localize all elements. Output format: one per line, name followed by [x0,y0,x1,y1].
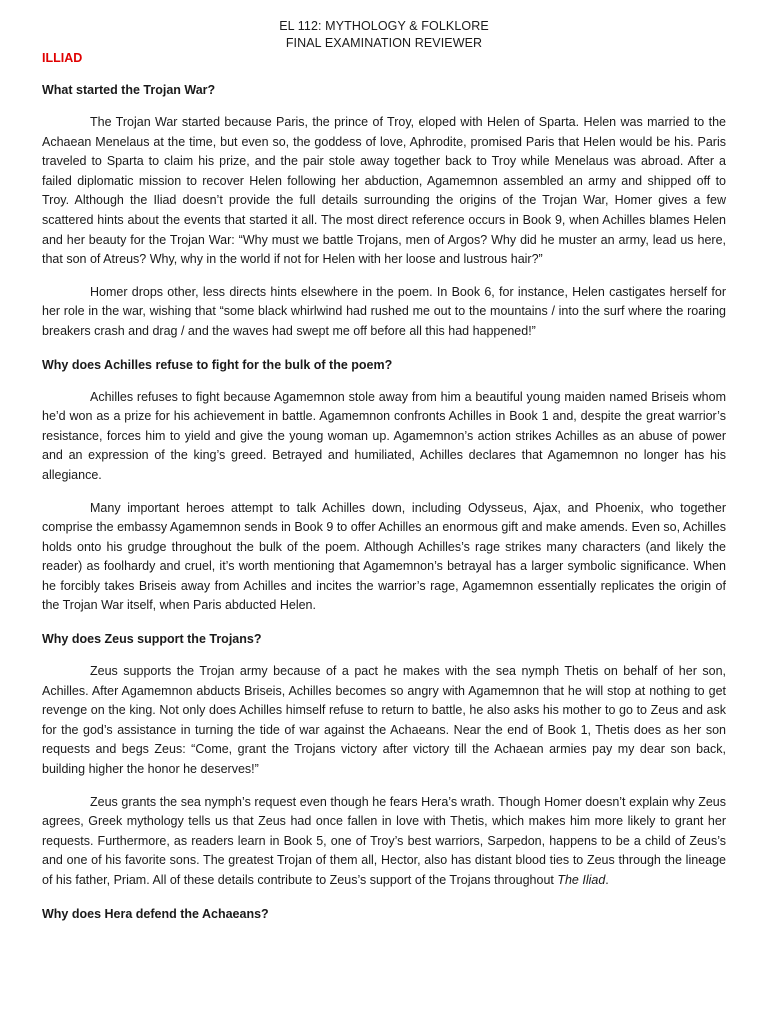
document-header [42,18,726,52]
question-heading: Why does Achilles refuse to fight for the bulk of the poem? [42,357,393,372]
trailing-punctuation: . [605,873,609,887]
answer-paragraph [42,793,726,891]
answer-paragraph: Many important heroes attempt to talk Achilles down, including Odysseus, Ajax, and Phoenix, who together comprise the embassy Agamemnon sends in Book 9 to offer Achilles an enormous gift and make amends. Even so, Achilles holds onto his grudge throughout the bulk of the poem. Although Achilles’s rage strikes many characters (and likely the reader) as foolhardy and cruel, it’s worth mentioning that Agamemnon’s betrayal has a larger symbolic significance. When he forcibly takes Briseis away from Achilles and incites the warrior’s rage, Agamemnon essentially replicates the origin of the Trojan War itself, when Paris abducted Helen. [42,500,726,613]
answer-paragraph: Zeus supports the Trojan army because of a pact he makes with the sea nymph Thetis on behalf of her son, Achilles. After Agamemnon abducts Briseis, Achilles becomes so angry with Agamemnon that he will stop at nothing to get revenge on the king. Not only does Achilles himself refuse to return to battle, he also asks his mother to go to Zeus and ask for the god’s assistance in turning the tide of war against the Achaeans. Near the end of Book 1, Thetis does as her son requests and begs Zeus: “Come, grant the Trojans victory after victory till the Achaean armies pay my dear son back, building higher the honor he deserves!” [42,664,726,777]
section-title: ILLIAD [42,51,83,65]
answer-paragraph-text: Zeus grants the sea nymph’s request even though he fears Hera’s wrath. Though Homer doesn’t explain why Zeus agrees, Greek mythology tells us that Zeus had once fallen in love with Thetis, which makes him more likely to grant her requests. Furthermore, as readers learn in Book 5, one of Troy’s best warriors, Sarpedon, happens to be a child of Zeus’s and one of his favorite sons. The greatest Trojan of them all, Hector, also has distant blood ties to Zeus through the lineage of his father, Priam. All of these details contribute to Zeus’s support of the Trojans throughout [42,794,726,887]
question-heading: Why does Hera defend the Achaeans? [42,906,269,921]
question-heading: Why does Zeus support the Trojans? [42,632,262,647]
answer-paragraph: Achilles refuses to fight because Agamemnon stole away from him a beautiful young maiden named Briseis whom he’d won as a prize for his achievement in battle. Agamemnon confronts Achilles in Book 1 and, despite the great warrior’s resistance, forces him to yield and give the young woman up. Agamemnon’s action strikes Achilles as an abuse of power and an expression of the king’s greed. Betrayed and humiliated, Achilles declares that Agamemnon no longer has his allegiance. [42,389,726,482]
answer-paragraph: The Trojan War started because Paris, the prince of Troy, eloped with Helen of Sparta. Helen was married to the Achaean Menelaus at the time, but even so, the goddess of love, Aphrodite, promised Paris that Helen would be his. Paris traveled to Sparta to claim his prize, and the pair stole away together back to Troy while Menelaus was abroad. After a failed diplomatic mission to recover Helen following her abduction, Agamemnon assembled an army and shipped off to Troy. Although the Iliad doesn’t provide the full details surrounding the origins of the Trojan War, Homer gives a few scattered hints about the events that started it all. The most direct reference occurs in Book 9, when Achilles blames Helen and her beauty for the Trojan War: “Why must we battle Trojans, men of Argos? Why did he muster an army, lead us here, that son of Atreus? Why, why in the world if not for Helen with her loose and lustrous hair?” [42,115,726,267]
document-subtitle: FINAL EXAMINATION REVIEWER [285,36,483,50]
question-heading: What started the Trojan War? [42,83,216,97]
document-page [42,18,726,924]
course-title: EL 112: MYTHOLOGY & FOLKLORE [279,19,489,33]
work-title: The Iliad [557,873,606,887]
answer-paragraph: Homer drops other, less directs hints elsewhere in the poem. In Book 6, for instance, Helen castigates herself for her role in the war, wishing that “some black whirlwind had rushed me out to the mountains / into the surf where the roaring breakers crash and drag / and the waves had swept me off before all this had happened!” [42,284,726,338]
